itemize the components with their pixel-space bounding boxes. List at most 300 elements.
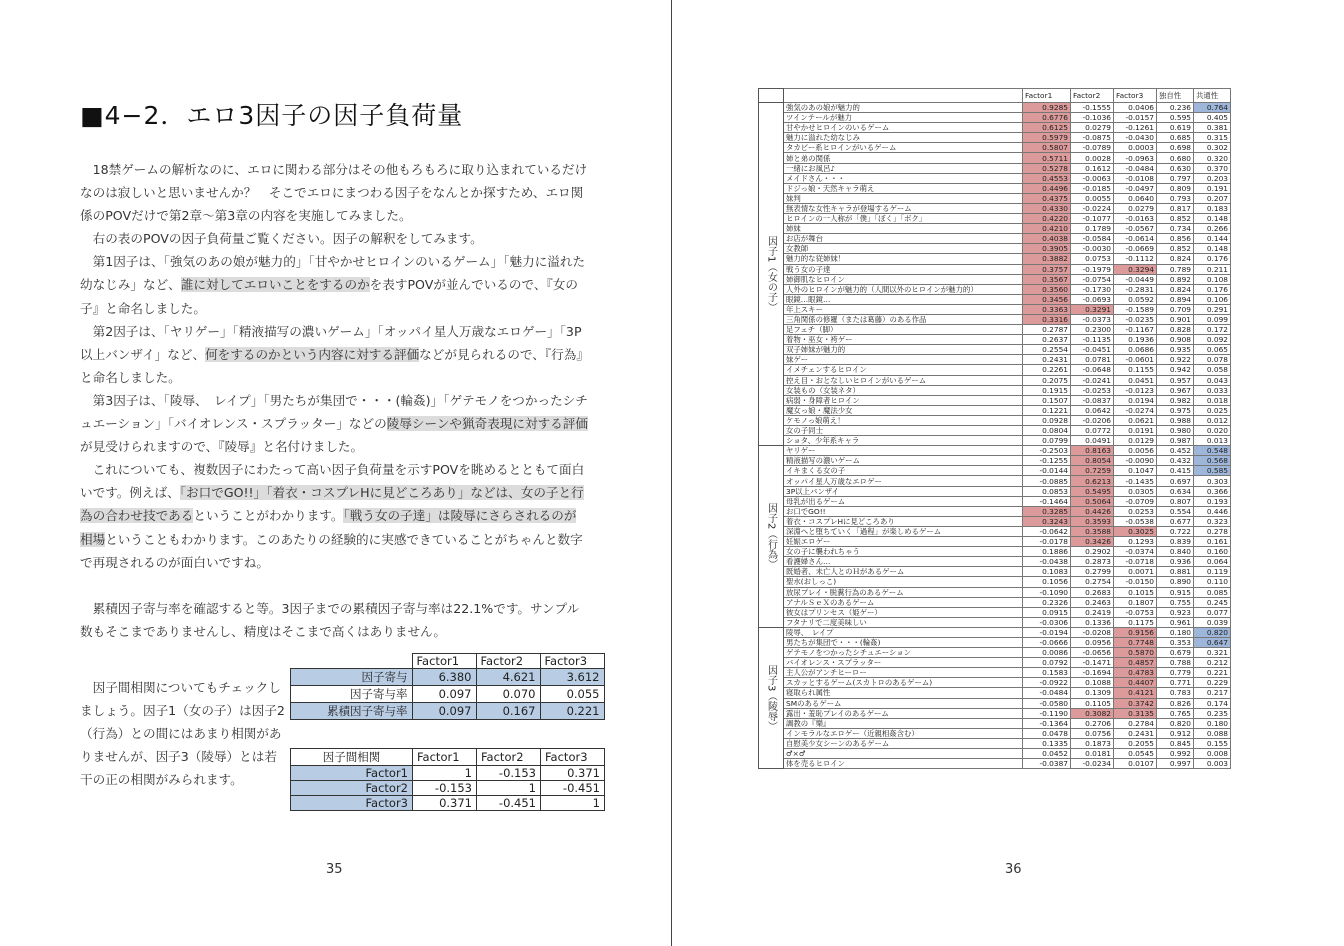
value-cell: 0.922 — [1157, 355, 1194, 365]
table-row — [759, 284, 1231, 294]
value-cell: 0.980 — [1157, 426, 1194, 436]
text-run: 累積因子寄与率を確認すると等。3因子までの累積因子寄与率は22.1%です。サンプル数もそこまでありませんし、精度はそこまで高くはありません。 — [80, 600, 580, 639]
value-cell: 0.043 — [1194, 375, 1231, 385]
value-cell: -0.1464 — [1023, 496, 1071, 506]
value-cell: 0.1886 — [1023, 547, 1071, 557]
value-cell: -0.0374 — [1114, 547, 1157, 557]
value-cell: 0.957 — [1157, 375, 1194, 385]
item-name: イキまくる女の子 — [784, 466, 1023, 476]
value-cell: -0.0451 — [1071, 345, 1114, 355]
column-header: Factor3 — [541, 749, 605, 766]
table-row — [759, 698, 1231, 708]
value-cell: 0.2754 — [1071, 577, 1114, 587]
value-cell: 0.3905 — [1023, 244, 1071, 254]
value-cell: 0.1507 — [1023, 395, 1071, 405]
table-cell: 6.380 — [412, 669, 476, 686]
value-cell: -0.0234 — [1071, 759, 1114, 769]
value-cell: 0.5495 — [1071, 486, 1114, 496]
value-cell: 0.4553 — [1023, 173, 1071, 183]
value-cell: 0.405 — [1194, 113, 1231, 123]
item-name: タカビー系ヒロインがいるゲーム — [784, 143, 1023, 153]
value-cell: -0.0567 — [1114, 224, 1157, 234]
highlighted-text: 「戦う女の子達」は陵辱にさらされるのが相場 — [80, 508, 577, 547]
item-name: 一緒にお風呂♪ — [784, 163, 1023, 173]
table-row — [759, 587, 1231, 597]
value-cell: -0.0163 — [1114, 214, 1157, 224]
table-row — [759, 113, 1231, 123]
value-cell: 0.2261 — [1023, 365, 1071, 375]
table-cell: 0.097 — [412, 686, 476, 703]
value-cell: 0.020 — [1194, 426, 1231, 436]
value-cell: 0.4121 — [1114, 688, 1157, 698]
value-cell: 0.033 — [1194, 385, 1231, 395]
value-cell: 0.554 — [1157, 506, 1194, 516]
value-cell: 0.1336 — [1071, 617, 1114, 627]
item-name: お口でGO!! — [784, 506, 1023, 516]
value-cell: 0.172 — [1194, 325, 1231, 335]
table-row — [759, 183, 1231, 193]
table-row — [759, 658, 1231, 668]
table-row — [759, 264, 1231, 274]
item-name: 強気のあの娘が魅力的 — [784, 103, 1023, 113]
column-header: Factor1 — [412, 654, 476, 669]
table-row — [759, 668, 1231, 678]
text-run: が見受けられますので、『陵辱』と名付けました。 — [80, 439, 364, 455]
value-cell: 0.148 — [1194, 214, 1231, 224]
value-cell: 0.3363 — [1023, 304, 1071, 314]
value-cell: 0.1873 — [1071, 738, 1114, 748]
value-cell: 0.320 — [1194, 153, 1231, 163]
value-cell: -0.0648 — [1071, 365, 1114, 375]
value-cell: -0.1694 — [1071, 668, 1114, 678]
value-cell: 0.0756 — [1071, 728, 1114, 738]
value-cell: 0.824 — [1157, 284, 1194, 294]
value-cell: 0.3285 — [1023, 506, 1071, 516]
value-cell: 0.193 — [1194, 496, 1231, 506]
value-cell: 0.008 — [1194, 749, 1231, 759]
highlighted-text: 陵辱シーンや猟奇表現に対する評価 — [386, 416, 588, 432]
value-cell: 0.4783 — [1114, 668, 1157, 678]
value-cell: -0.0580 — [1023, 698, 1071, 708]
value-cell: 0.321 — [1194, 648, 1231, 658]
item-name: 三角関係の修羅（または葛藤）のある作品 — [784, 314, 1023, 324]
item-name: 女教師 — [784, 244, 1023, 254]
value-cell: 0.106 — [1194, 294, 1231, 304]
table-row — [759, 577, 1231, 587]
value-cell: 0.278 — [1194, 526, 1231, 536]
value-cell: -0.0754 — [1071, 274, 1114, 284]
value-cell: -0.0241 — [1071, 375, 1114, 385]
column-header: Factor2 — [477, 749, 541, 766]
value-cell: 0.0028 — [1071, 153, 1114, 163]
value-cell: 0.1915 — [1023, 385, 1071, 395]
table-row — [759, 738, 1231, 748]
table-cell: 1 — [477, 781, 541, 796]
value-cell: 0.3882 — [1023, 254, 1071, 264]
value-cell: -0.1077 — [1071, 214, 1114, 224]
row-label: Factor3 — [291, 796, 413, 811]
value-cell: 0.820 — [1157, 718, 1194, 728]
item-name: 魔女っ娘・魔法少女 — [784, 405, 1023, 415]
table-row — [759, 617, 1231, 627]
item-name: ヒロインの一人称が「僕」「ぼく」「ボク」 — [784, 214, 1023, 224]
value-cell: 0.0928 — [1023, 415, 1071, 425]
value-cell: -0.0373 — [1071, 314, 1114, 324]
value-cell: 0.912 — [1157, 728, 1194, 738]
item-name: バイオレンス・スプラッター — [784, 658, 1023, 668]
value-cell: 0.908 — [1157, 335, 1194, 345]
value-cell: -0.0614 — [1114, 234, 1157, 244]
table-row — [759, 133, 1231, 143]
value-cell: 0.797 — [1157, 173, 1194, 183]
item-name: 妊娠エロゲー — [784, 537, 1023, 547]
table-row — [759, 728, 1231, 738]
table-cell: 0.167 — [476, 703, 540, 720]
factor-contribution-table — [290, 653, 605, 720]
value-cell: 0.203 — [1194, 173, 1231, 183]
item-name: 寝取られ属性 — [784, 688, 1023, 698]
table-row — [759, 274, 1231, 284]
column-header: Factor3 — [1114, 89, 1157, 103]
column-header: Factor3 — [540, 654, 604, 669]
value-cell: 0.820 — [1194, 627, 1231, 637]
value-cell: -0.1135 — [1071, 335, 1114, 345]
item-name: 聖水(おしっこ) — [784, 577, 1023, 587]
item-name: 姉と弟の関係 — [784, 153, 1023, 163]
value-cell: 0.3560 — [1023, 284, 1071, 294]
item-name: 双子姉妹が魅力的 — [784, 345, 1023, 355]
header-row — [759, 89, 1231, 103]
value-cell: 0.0792 — [1023, 658, 1071, 668]
row-label: 累積因子寄与率 — [291, 703, 413, 720]
value-cell: -0.0449 — [1114, 274, 1157, 284]
value-cell: -0.0030 — [1071, 244, 1114, 254]
value-cell: -0.2503 — [1023, 446, 1071, 456]
value-cell: 0.6213 — [1071, 476, 1114, 486]
value-cell: 0.685 — [1157, 133, 1194, 143]
table-row — [759, 759, 1231, 769]
value-cell: -0.0144 — [1023, 466, 1071, 476]
value-cell: -0.0178 — [1023, 537, 1071, 547]
item-name: SMのあるゲーム — [784, 698, 1023, 708]
value-cell: 0.1155 — [1114, 365, 1157, 375]
value-cell: 0.634 — [1157, 486, 1194, 496]
table-row — [759, 718, 1231, 728]
item-name: 女装もの（女装ネタ） — [784, 385, 1023, 395]
text-run: ということがわかります。 — [193, 508, 344, 524]
value-cell: -0.1112 — [1114, 254, 1157, 264]
value-cell: 0.0592 — [1114, 294, 1157, 304]
table-row — [759, 203, 1231, 213]
value-cell: 0.3593 — [1071, 516, 1114, 526]
table-row — [759, 516, 1231, 526]
value-cell: 0.0055 — [1071, 193, 1114, 203]
right-page — [672, 0, 1344, 946]
table-row — [759, 153, 1231, 163]
value-cell: 0.988 — [1157, 415, 1194, 425]
value-cell: 0.0915 — [1023, 607, 1071, 617]
table-row — [759, 627, 1231, 637]
table-row — [759, 607, 1231, 617]
value-cell: 0.370 — [1194, 163, 1231, 173]
value-cell: -0.1435 — [1114, 476, 1157, 486]
value-cell: 0.366 — [1194, 486, 1231, 496]
item-name: 眼鏡…眼鏡… — [784, 294, 1023, 304]
value-cell: -0.0484 — [1114, 163, 1157, 173]
value-cell: 0.191 — [1194, 183, 1231, 193]
value-cell: 0.7259 — [1071, 466, 1114, 476]
value-cell: 0.0406 — [1114, 103, 1157, 113]
value-cell: 0.2902 — [1071, 547, 1114, 557]
value-cell: -0.0123 — [1114, 385, 1157, 395]
value-cell: 0.734 — [1157, 224, 1194, 234]
value-cell: 0.4220 — [1023, 214, 1071, 224]
item-name: 露出・羞恥プレイのあるゲーム — [784, 708, 1023, 718]
value-cell: 0.935 — [1157, 345, 1194, 355]
item-name: イメチェンするヒロイン — [784, 365, 1023, 375]
value-cell: 0.315 — [1194, 133, 1231, 143]
value-cell: 0.065 — [1194, 345, 1231, 355]
table-row — [759, 234, 1231, 244]
table-row — [759, 648, 1231, 658]
paragraph — [80, 458, 588, 573]
value-cell: 0.697 — [1157, 476, 1194, 486]
table-row — [759, 678, 1231, 688]
value-cell: 0.0129 — [1114, 436, 1157, 446]
table-row — [759, 395, 1231, 405]
value-cell: 0.1936 — [1114, 335, 1157, 345]
value-cell: 0.967 — [1157, 385, 1194, 395]
value-cell: 0.0056 — [1114, 446, 1157, 456]
table-cell: 4.621 — [476, 669, 540, 686]
column-header: Factor1 — [413, 749, 477, 766]
item-name: 看護婦さん… — [784, 557, 1023, 567]
item-name: 精液描写の濃いゲーム — [784, 456, 1023, 466]
table-cell: 1 — [413, 766, 477, 781]
item-name: 魅力に溢れた幼なじみ — [784, 133, 1023, 143]
value-cell: 0.176 — [1194, 284, 1231, 294]
item-name: お店が舞台 — [784, 234, 1023, 244]
table-row — [759, 415, 1231, 425]
value-cell: 0.997 — [1157, 759, 1194, 769]
value-cell: 0.961 — [1157, 617, 1194, 627]
value-cell: 0.4857 — [1114, 658, 1157, 668]
value-cell: 0.4210 — [1023, 224, 1071, 234]
value-cell: 0.099 — [1194, 314, 1231, 324]
value-cell: 0.698 — [1157, 143, 1194, 153]
value-cell: 0.078 — [1194, 355, 1231, 365]
table-row — [759, 547, 1231, 557]
value-cell: 0.2300 — [1071, 325, 1114, 335]
value-cell: 0.4038 — [1023, 234, 1071, 244]
page-number-right: 36 — [1005, 862, 1022, 877]
value-cell: 0.039 — [1194, 617, 1231, 627]
value-cell: 0.793 — [1157, 193, 1194, 203]
row-label: 因子寄与率 — [291, 686, 413, 703]
item-name: ドジっ娘・天然キャラ萌え — [784, 183, 1023, 193]
item-name: ショタ、少年系キャラ — [784, 436, 1023, 446]
table-row — [759, 355, 1231, 365]
value-cell: -0.2831 — [1114, 284, 1157, 294]
text-run: 第3因子は、「陵辱、 レイプ」「男たちが集団で・・・(輪姦)」「ゲテモノをつかったシチュエーション」「バイオレンス・スプラッター」などの — [80, 392, 588, 432]
value-cell: 0.630 — [1157, 163, 1194, 173]
table-cell: 0.371 — [413, 796, 477, 811]
value-cell: 0.4426 — [1071, 506, 1114, 516]
table-cell: 3.612 — [540, 669, 604, 686]
table-cell: 1 — [541, 796, 605, 811]
paragraph — [80, 227, 588, 250]
value-cell: 0.174 — [1194, 698, 1231, 708]
value-cell: -0.0963 — [1114, 153, 1157, 163]
item-name: 姉御肌なヒロイン — [784, 274, 1023, 284]
value-cell: 0.3243 — [1023, 516, 1071, 526]
table-row — [759, 385, 1231, 395]
item-name: 男たちが集団で・・・(輪姦) — [784, 637, 1023, 647]
value-cell: 0.890 — [1157, 577, 1194, 587]
item-name: ♂×♂ — [784, 749, 1023, 759]
factor-group-label: 因子3（陵辱） — [759, 627, 784, 768]
value-cell: 0.975 — [1157, 405, 1194, 415]
item-name: オッパイ星人万歳なエロゲー — [784, 476, 1023, 486]
value-cell: 0.7748 — [1114, 637, 1157, 647]
table-row — [291, 703, 605, 720]
value-cell: 0.110 — [1194, 577, 1231, 587]
value-cell: 0.3082 — [1071, 708, 1114, 718]
table-row — [759, 557, 1231, 567]
value-cell: -0.0224 — [1071, 203, 1114, 213]
value-cell: 0.722 — [1157, 526, 1194, 536]
value-cell: 0.452 — [1157, 446, 1194, 456]
value-cell: 0.0071 — [1114, 567, 1157, 577]
value-cell: 0.0853 — [1023, 486, 1071, 496]
value-cell: 0.432 — [1157, 456, 1194, 466]
value-cell: -0.0063 — [1071, 173, 1114, 183]
text-run: 第1因子は、「強気のあの娘が魅力的」「甘やかせヒロインのいるゲーム」「魅力に溢れた幼なじみ」など、 — [80, 254, 586, 293]
value-cell: 0.353 — [1157, 637, 1194, 647]
value-cell: 0.236 — [1157, 103, 1194, 113]
value-cell: 0.323 — [1194, 516, 1231, 526]
text-run: などが見られるので、『行為』と命名しました。 — [80, 346, 583, 385]
value-cell: 0.0478 — [1023, 728, 1071, 738]
table-cell: 0.221 — [540, 703, 604, 720]
value-cell: 0.212 — [1194, 658, 1231, 668]
item-name: 調教の『樂』 — [784, 718, 1023, 728]
item-name: 女の子に襲われちゃう — [784, 547, 1023, 557]
value-cell: 0.0305 — [1114, 486, 1157, 496]
item-name: 戦う女の子達 — [784, 264, 1023, 274]
value-cell: 0.0194 — [1114, 395, 1157, 405]
value-cell: -0.1364 — [1023, 718, 1071, 728]
table-row — [759, 314, 1231, 324]
value-cell: 0.2799 — [1071, 567, 1114, 577]
table-row — [759, 436, 1231, 446]
table-row — [759, 103, 1231, 113]
value-cell: 0.144 — [1194, 234, 1231, 244]
paragraph — [80, 597, 588, 643]
value-cell: -0.1167 — [1114, 325, 1157, 335]
table-row — [291, 796, 605, 811]
column-header: 共通性 — [1194, 89, 1231, 103]
value-cell: 0.446 — [1194, 506, 1231, 516]
value-cell: 0.840 — [1157, 547, 1194, 557]
value-cell: 0.3757 — [1023, 264, 1071, 274]
value-cell: 0.4330 — [1023, 203, 1071, 213]
value-cell: 0.2075 — [1023, 375, 1071, 385]
value-cell: 0.012 — [1194, 415, 1231, 425]
value-cell: -0.1730 — [1071, 284, 1114, 294]
item-name: 魅力的な従姉妹！ — [784, 254, 1023, 264]
value-cell: 0.088 — [1194, 728, 1231, 738]
table-row — [759, 637, 1231, 647]
table-cell: 0.097 — [412, 703, 476, 720]
value-cell: 0.894 — [1157, 294, 1194, 304]
value-cell: -0.0656 — [1071, 648, 1114, 658]
item-name: 深淵へと堕ちていく「過程」が楽しめるゲーム — [784, 526, 1023, 536]
value-cell: 0.0279 — [1114, 203, 1157, 213]
value-cell: 0.992 — [1157, 749, 1194, 759]
value-cell: 0.881 — [1157, 567, 1194, 577]
table-row — [759, 456, 1231, 466]
item-name: 姉妹 — [784, 224, 1023, 234]
value-cell: 0.013 — [1194, 436, 1231, 446]
table-cell: 0.055 — [540, 686, 604, 703]
value-cell: 0.936 — [1157, 557, 1194, 567]
value-cell: 0.807 — [1157, 496, 1194, 506]
value-cell: 0.5064 — [1071, 496, 1114, 506]
text-run: これについても、複数因子にわたって高い因子負荷量を示すPOVを眺めるとともて面白いです。例えば、 — [80, 462, 585, 501]
value-cell: 0.0003 — [1114, 143, 1157, 153]
value-cell: 0.0956 — [1071, 637, 1114, 647]
value-cell: 0.6125 — [1023, 123, 1071, 133]
item-name: 3P以上バンザイ — [784, 486, 1023, 496]
table-row — [759, 476, 1231, 486]
value-cell: -0.1979 — [1071, 264, 1114, 274]
value-cell: 0.160 — [1194, 547, 1231, 557]
value-cell: 0.0753 — [1071, 254, 1114, 264]
value-cell: 0.9285 — [1023, 103, 1071, 113]
value-cell: 0.085 — [1194, 587, 1231, 597]
item-name: ケモノっ娘萌え！ — [784, 415, 1023, 425]
text-run: 右の表のPOVの因子負荷量ご覧ください。因子の解釈をしてみます。 — [80, 231, 483, 247]
table-row — [291, 766, 605, 781]
value-cell: -0.0922 — [1023, 678, 1071, 688]
value-cell: 0.4496 — [1023, 183, 1071, 193]
text-run: を表すPOVが並んでいるので、『女の子』と命名しました。 — [80, 277, 578, 316]
value-cell: 0.3135 — [1114, 708, 1157, 718]
column-header: 独自性 — [1157, 89, 1194, 103]
value-cell: -0.0837 — [1071, 395, 1114, 405]
value-cell: 0.092 — [1194, 335, 1231, 345]
table-row — [759, 244, 1231, 254]
value-cell: -0.0306 — [1023, 617, 1071, 627]
text-run: 第2因子は、「ヤリゲー」「精液描写の濃いゲーム」「オッパイ星人万歳なエロゲー」「3P以上バンザイ」など、 — [80, 323, 582, 362]
item-name: 妹ゲー — [784, 355, 1023, 365]
value-cell: 0.003 — [1194, 759, 1231, 769]
header-row — [291, 749, 605, 766]
value-cell: 0.3291 — [1071, 304, 1114, 314]
highlighted-text: 何をするのかという内容に対する評価 — [205, 346, 420, 362]
value-cell: 0.0621 — [1114, 415, 1157, 425]
table-row — [759, 426, 1231, 436]
value-cell: 0.771 — [1157, 678, 1194, 688]
value-cell: 0.3316 — [1023, 314, 1071, 324]
paragraph — [80, 320, 588, 389]
value-cell: 0.303 — [1194, 476, 1231, 486]
body-text — [80, 158, 588, 643]
value-cell: 0.161 — [1194, 537, 1231, 547]
value-cell: -0.0709 — [1114, 496, 1157, 506]
item-name: 甘やかせヒロインのいるゲーム — [784, 123, 1023, 133]
